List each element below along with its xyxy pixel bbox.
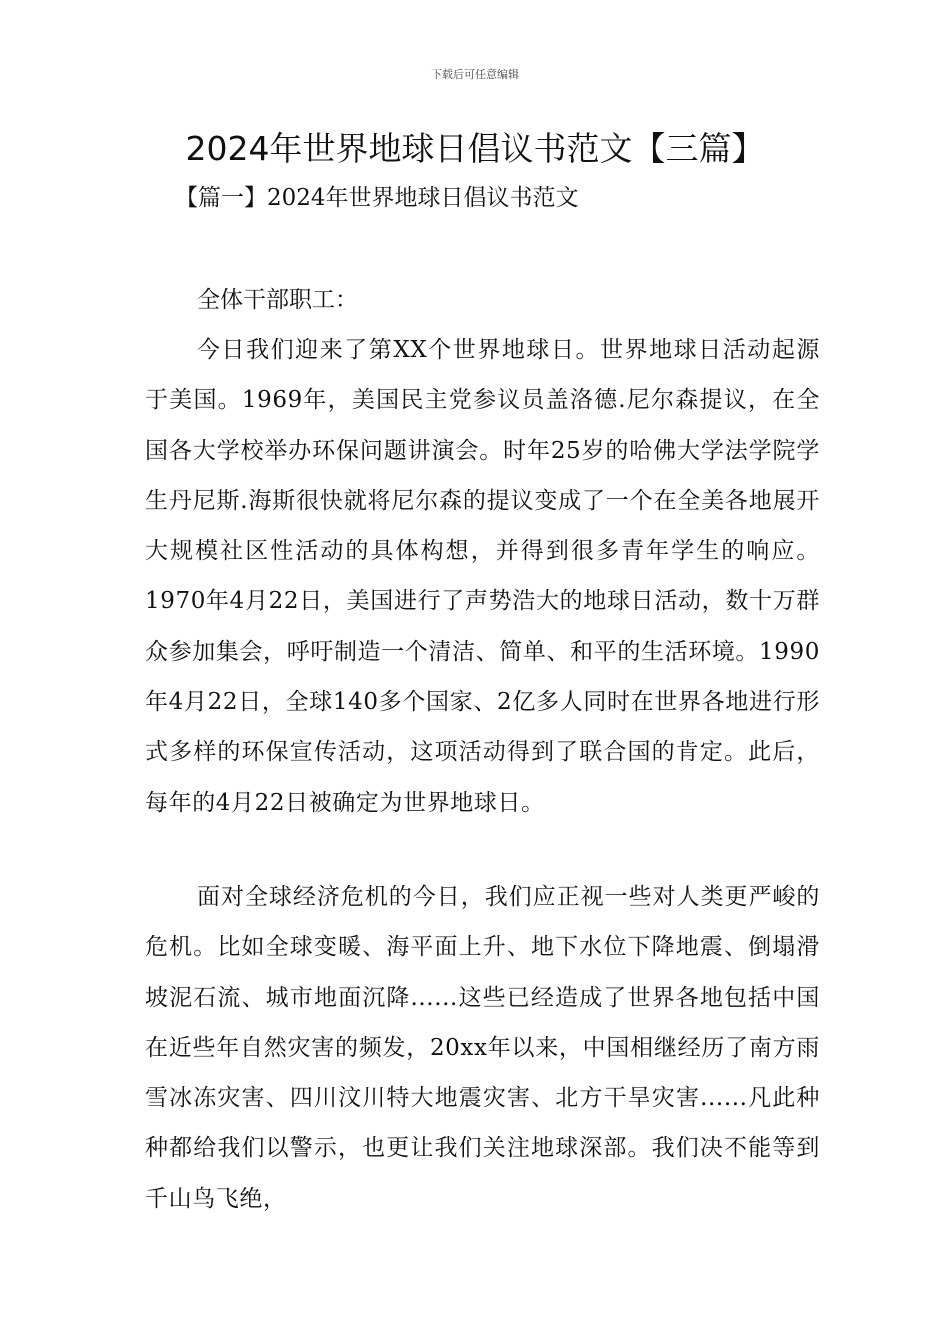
body-paragraph: 今日我们迎来了第XX个世界地球日。世界地球日活动起源于美国。1969年，美国民主党参议员盖洛德.尼尔森提议，在全国各大学校举办环保问题讲演会。时年25岁的哈佛大学法学院学生丹尼斯.海斯很快就将尼尔森的提议变成了一个在全美各地展开大规模社区性活动的具体构想，并得到很多青年学生的响应。1970年4月22日，美国进行了声势浩大的地球日活动，数十万群众参加集会，呼吁制造一个清洁、简单、和平的生活环境。1990年4月22日，全球140多个国家、2亿多人同时在世界各地进行形式多样的环保宣传活动，这项活动得到了联合国的肯定。此后，每年的4月22日被确定为世界地球日。 xyxy=(145,337,820,816)
body-paragraph: 面对全球经济危机的今日，我们应正视一些对人类更严峻的危机。比如全球变暖、海平面上升、地下水位下降地震、倒塌滑坡泥石流、城市地面沉降......这些已经造成了世界各地包括中国在近些年自然灾害的频发，20xx年以来，中国相继经历了南方雨雪冰冻灾害、四川汶川特大地震灾害、北方干旱灾害......凡此种种都给我们以警示，也更让我们关注地球深部。我们决不能等到千山鸟飞绝， xyxy=(145,884,820,1212)
document-title: 2024年世界地球日倡议书范文【三篇】 xyxy=(185,129,765,168)
salutation: 全体干部职工： xyxy=(197,287,358,313)
section-heading: 【篇一】2024年世界地球日倡议书范文 xyxy=(175,185,579,211)
header-note: 下载后可任意编辑 xyxy=(431,68,519,81)
